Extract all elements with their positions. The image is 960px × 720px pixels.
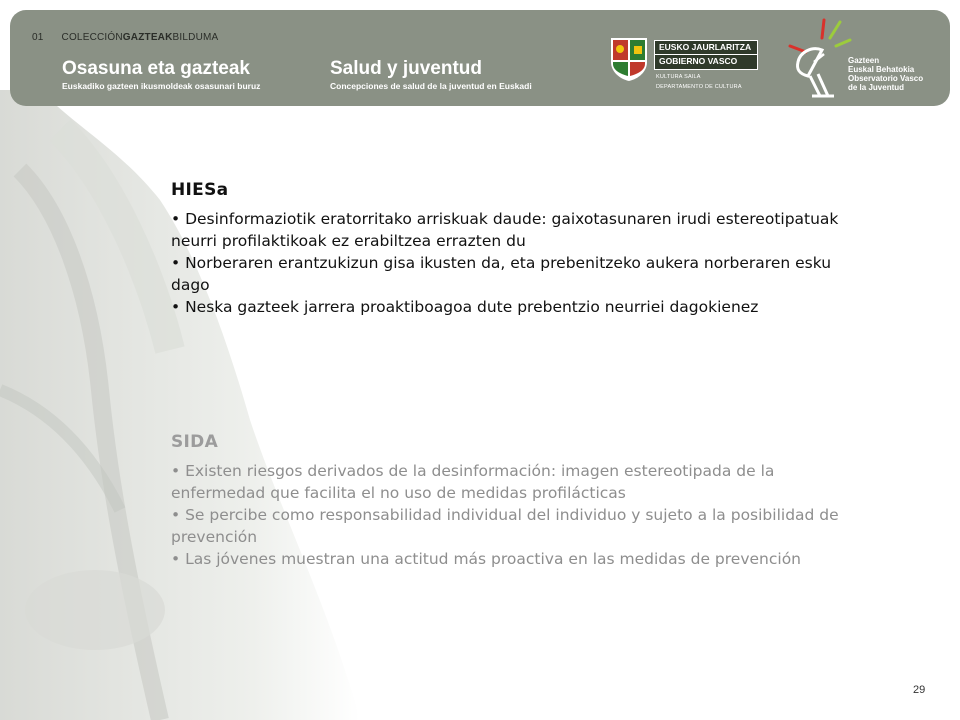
section-heading-basque: HIESa xyxy=(171,180,229,200)
obs-line-4: de la Juventud xyxy=(848,83,905,92)
government-name-box xyxy=(654,40,758,70)
bullet-item: • Norberaren erantzukizun gisa ikusten da, eta prebenitzeko aukera norberaren esku dago xyxy=(171,252,861,296)
gov-department-basque: KULTURA SAILA xyxy=(656,74,701,80)
gov-department-spanish: DEPARTAMENTO DE CULTURA xyxy=(656,84,742,90)
title-basque: Osasuna eta gazteak xyxy=(62,58,250,79)
obs-line-2: Euskal Behatokia xyxy=(848,65,915,74)
bullet-item: • Neska gazteek jarrera proaktiboagoa dute prebentzio neurriei dagokienez xyxy=(171,296,861,318)
gov-name-spanish: GOBIERNO VASCO xyxy=(655,54,757,68)
bullet-item: • Existen riesgos derivados de la desinformación: imagen estereotipada de la enfermedad que facilita el no uso de medidas profilácticas xyxy=(171,460,861,504)
section-basque xyxy=(171,180,861,318)
bullet-item: • Las jóvenes muestran una actitud más proactiva en las medidas de prevención xyxy=(171,548,861,570)
bullet-item: • Se percibe como responsabilidad individual del individuo y sujeto a la posibilidad de prevención xyxy=(171,504,861,548)
obs-line-3: Observatorio Vasco xyxy=(848,74,924,83)
obs-line-1: Gazteen xyxy=(848,56,880,65)
bullet-item: • Desinformaziotik eratorritako arriskuak daude: gaixotasunaren irudi estereotipatuak neurri profilaktikoak ez erabiltzea errazten du xyxy=(171,208,861,252)
series-suffix: BILDUMA xyxy=(172,32,219,43)
page-number: 29 xyxy=(913,684,926,696)
section-spanish xyxy=(171,432,861,570)
bullet-list-basque xyxy=(171,208,861,318)
gov-name-basque: EUSKO JAURLARITZA xyxy=(659,42,752,52)
satellite-dish-icon xyxy=(778,16,858,102)
observatory-name xyxy=(848,56,923,92)
series-number: 01 xyxy=(32,32,44,43)
series-label xyxy=(32,32,218,43)
section-heading-spanish: SIDA xyxy=(171,432,219,452)
header-banner xyxy=(10,10,950,106)
basque-coat-of-arms-icon xyxy=(608,34,650,82)
title-spanish: Salud y juventud xyxy=(330,58,483,79)
bullet-list-spanish xyxy=(171,460,861,570)
subtitle-basque: Euskadiko gazteen ikusmoldeak osasunari buruz xyxy=(62,81,261,91)
series-prefix: COLECCIÓN xyxy=(61,32,123,43)
series-strong: GAZTEAK xyxy=(122,32,173,43)
subtitle-spanish: Concepciones de salud de la juventud en Euskadi xyxy=(330,81,532,91)
